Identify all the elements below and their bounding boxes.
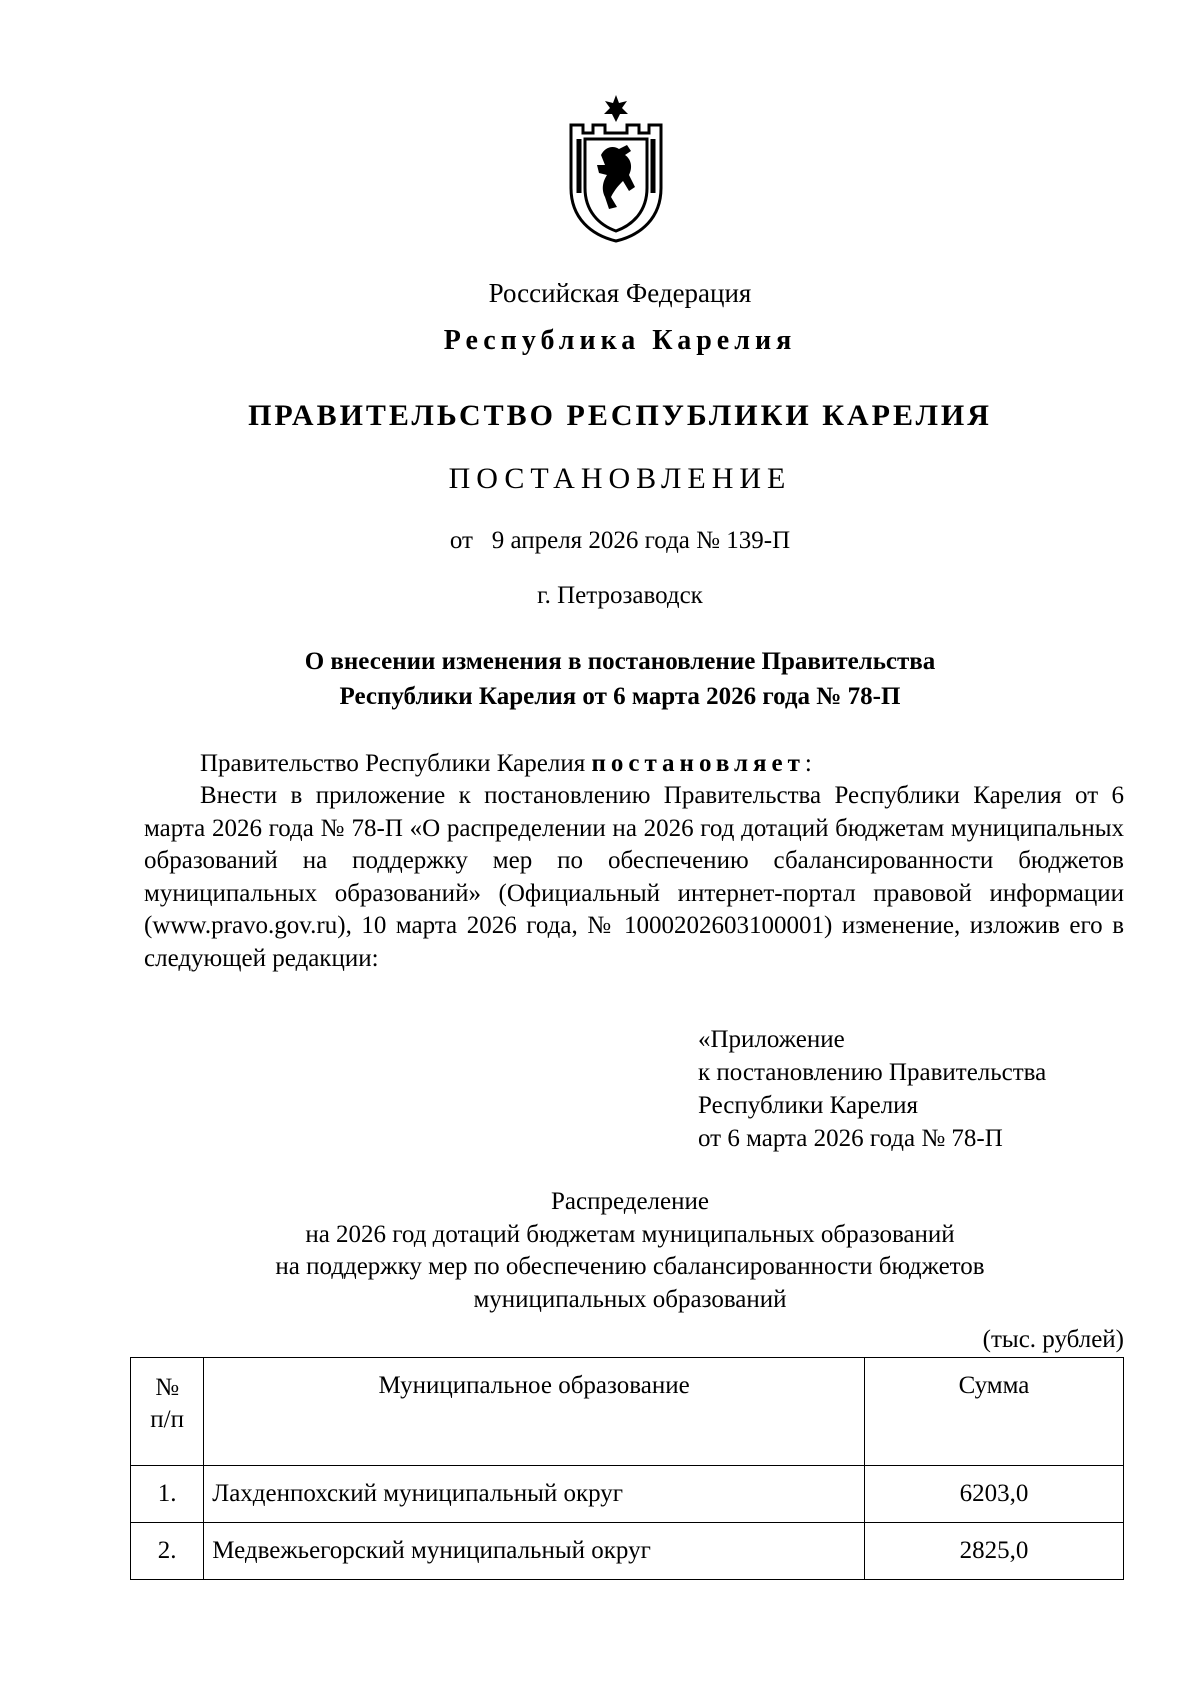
table-row xyxy=(131,1466,1124,1523)
table-row xyxy=(131,1523,1124,1580)
distribution-line-2: на 2026 год дотаций бюджетам муниципальных образований xyxy=(305,1220,955,1248)
appendix-line-2: к постановлению Правительства xyxy=(698,1059,1047,1086)
title-line-1: О внесении изменения в постановление Правительства xyxy=(304,648,936,675)
units-label: (тыс. рублей) xyxy=(982,1326,1124,1353)
document-title xyxy=(0,644,1200,714)
appendix-line-1: «Приложение xyxy=(698,1026,845,1053)
republic-heading: Республика Карелия xyxy=(443,325,797,356)
header-number-top: № xyxy=(155,1374,180,1401)
appendix-reference xyxy=(698,1023,1046,1155)
intro-colon: : xyxy=(804,750,812,777)
header-sum: Сумма xyxy=(864,1358,1123,1466)
distribution-line-1: Распределение xyxy=(551,1188,709,1215)
document-type: ПОСТАНОВЛЕНИЕ xyxy=(448,462,792,495)
distribution-line-3: на поддержку мер по обеспечению сбалансированности бюджетов xyxy=(275,1253,985,1280)
distribution-table xyxy=(130,1357,1124,1580)
distribution-heading xyxy=(0,1186,1200,1316)
government-heading: ПРАВИТЕЛЬСТВО РЕСПУБЛИКИ КАРЕЛИЯ xyxy=(248,399,992,432)
row-number: 1. xyxy=(131,1466,204,1523)
header-number-bottom: п/п xyxy=(150,1406,184,1433)
header-municipality: Муниципальное образование xyxy=(204,1358,865,1466)
resolves-word: постановляет xyxy=(591,750,805,777)
karelia-coat-of-arms-icon xyxy=(561,93,671,243)
row-sum: 6203,0 xyxy=(864,1466,1123,1523)
table-header-row xyxy=(131,1358,1124,1466)
row-municipality: Лахденпохский муниципальный округ xyxy=(204,1466,865,1523)
appendix-line-4: от 6 марта 2026 года № 78-П xyxy=(698,1125,1003,1152)
row-number: 2. xyxy=(131,1523,204,1580)
row-municipality: Медвежьегорский муниципальный округ xyxy=(204,1523,865,1580)
intro-text: Правительство Республики Карелия xyxy=(200,750,592,777)
title-line-2: Республики Карелия от 6 марта 2026 года № 78-П xyxy=(339,683,901,710)
header-number xyxy=(131,1358,204,1466)
country-heading: Российская Федерация xyxy=(488,278,752,308)
appendix-line-3: Республики Карелия xyxy=(698,1092,919,1119)
row-sum: 2825,0 xyxy=(864,1523,1123,1580)
document-city: г. Петрозаводск xyxy=(537,582,703,609)
document-date-number: от 9 апреля 2026 года № 139-П xyxy=(449,527,791,554)
resolution-intro xyxy=(144,748,1124,781)
distribution-line-4: муниципальных образований xyxy=(473,1285,787,1313)
resolution-body: Внести в приложение к постановлению Правительства Республики Карелия от 6 марта 2026 года № 78-П «О распределении на 2026 год дотаций бюджетам муниципальных образований на поддержку мер по обеспечению сбалансированности бюджетов муниципальных образований» (Официальный интернет-портал правовой информации (www.pravo.gov.ru), 10 марта 2026 года, № 1000202603100001) изменение, изложив его в следующей редакции: xyxy=(144,782,1124,972)
